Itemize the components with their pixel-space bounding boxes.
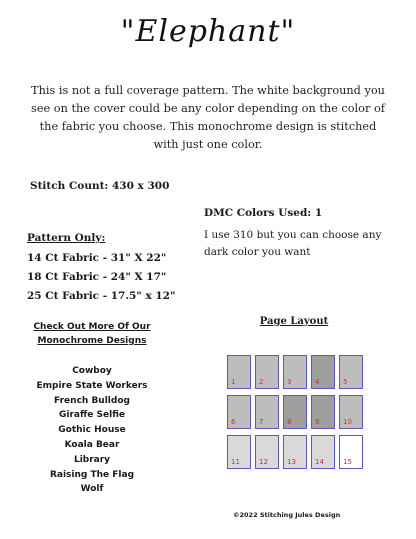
page-number: 13 bbox=[287, 458, 296, 466]
page-number: 7 bbox=[259, 418, 264, 426]
design-list bbox=[22, 364, 162, 497]
page-number: 9 bbox=[315, 418, 320, 426]
page-number: 8 bbox=[287, 418, 292, 426]
page-cell bbox=[339, 395, 363, 429]
page-cell bbox=[255, 435, 279, 469]
page-number: 14 bbox=[315, 458, 324, 466]
page-cell bbox=[283, 355, 307, 389]
fabric-size-18ct: 18 Ct Fabric - 24" X 17" bbox=[27, 271, 167, 283]
page-cell bbox=[311, 395, 335, 429]
page-cell bbox=[311, 435, 335, 469]
page-number: 15 bbox=[343, 458, 352, 466]
fabric-size-25ct: 25 Ct Fabric - 17.5" x 12" bbox=[27, 290, 176, 302]
fabric-size-14ct: 14 Ct Fabric - 31" X 22" bbox=[27, 252, 167, 264]
page-cell bbox=[255, 395, 279, 429]
page-number: 3 bbox=[287, 378, 292, 386]
stitch-count: Stitch Count: 430 x 300 bbox=[30, 180, 170, 192]
page-title: "Elephant" bbox=[120, 14, 296, 49]
page-number: 5 bbox=[343, 378, 348, 386]
design-list-item: Raising The Flag bbox=[49, 469, 135, 480]
design-list-item: Gothic House bbox=[58, 425, 126, 436]
page-cell bbox=[227, 395, 251, 429]
page-number: 4 bbox=[315, 378, 320, 386]
copyright-footer: ©2022 Stitching Jules Design bbox=[233, 511, 341, 519]
design-list-item: Cowboy bbox=[72, 366, 112, 376]
pattern-only-heading: Pattern Only: bbox=[27, 232, 106, 244]
intro-paragraph: This is not a full coverage pattern. The white background you see on the cover could be any color depending on the color of the fabric you choose. This monochrome design is stitched with just one color. bbox=[31, 84, 385, 151]
page-cell bbox=[227, 355, 251, 389]
design-list-item: Wolf bbox=[80, 484, 104, 495]
page-number: 10 bbox=[343, 418, 352, 426]
page-number: 11 bbox=[231, 458, 240, 466]
page-cell bbox=[311, 355, 335, 389]
page-cell bbox=[339, 355, 363, 389]
design-list-item: Koala Bear bbox=[64, 439, 120, 450]
page-number: 12 bbox=[259, 458, 268, 466]
page-cell bbox=[283, 395, 307, 429]
more-designs-heading bbox=[22, 320, 162, 348]
design-list-item: Library bbox=[73, 454, 111, 465]
page-layout-grid bbox=[225, 353, 365, 470]
page-number: 1 bbox=[231, 378, 236, 386]
page-number: 2 bbox=[259, 378, 264, 386]
page-cell bbox=[227, 435, 251, 469]
page-layout-heading: Page Layout bbox=[259, 316, 329, 327]
page-number: 6 bbox=[231, 418, 236, 426]
design-list-item: Empire State Workers bbox=[36, 380, 148, 391]
dmc-colors-note: I use 310 but you can choose any dark color you want bbox=[204, 229, 382, 258]
page-cell bbox=[255, 355, 279, 389]
more-designs-heading-line2: Monochrome Designs bbox=[37, 336, 147, 346]
page-cell bbox=[339, 435, 363, 469]
page-cell bbox=[283, 435, 307, 469]
dmc-colors-heading: DMC Colors Used: 1 bbox=[204, 207, 323, 219]
more-designs-heading-line1: Check Out More Of Our bbox=[33, 322, 151, 332]
design-list-item: Giraffe Selfie bbox=[59, 410, 125, 421]
design-list-item: French Bulldog bbox=[54, 395, 130, 406]
